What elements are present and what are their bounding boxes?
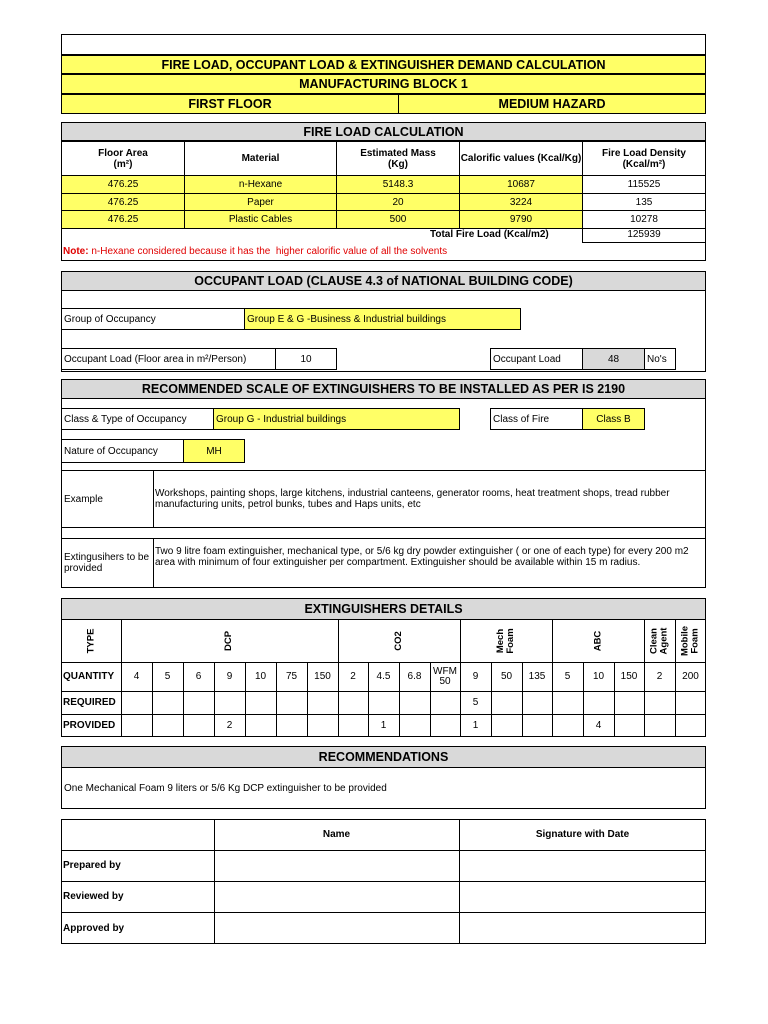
occupant-load-factor-label: Occupant Load (Floor area in m²/Person) [61, 348, 276, 370]
row3-mass: 500 [336, 210, 460, 229]
col-floor-area [61, 141, 185, 176]
total-label: Total Fire Load (Kcal/m2) [430, 229, 549, 240]
ext-provided-label: PROVIDED [63, 720, 116, 731]
row3-density: 10278 [582, 210, 706, 229]
ext-provided-cell: 1 [380, 719, 387, 731]
col-density [582, 141, 706, 176]
nature-value: MH [183, 439, 245, 463]
scale-title: RECOMMENDED SCALE OF EXTINGUISHERS TO BE INSTALLED AS PER IS 2190 [61, 379, 706, 399]
example-text: Workshops, painting shops, large kitchens, industrial canteens, generator rooms, heat treatment shops, tread rubber manufacturing units, petrol bunks, tubes and Haps units, etc [153, 470, 706, 528]
ext-quantity-cell: 4.5 [376, 670, 391, 682]
fire-class-label: Class of Fire [490, 408, 583, 430]
ext-required-cell [245, 691, 276, 714]
ext-provided-cell [644, 714, 675, 737]
ext-quantity-cell: 5 [164, 670, 171, 682]
ext-required-cell [583, 691, 614, 714]
ext-group-co2-label: CO2 [392, 631, 404, 651]
ext-quantity-cell: 150 [314, 670, 331, 682]
ext-required-cell [121, 691, 152, 714]
ext-required-cell [491, 691, 522, 714]
occupant-load-label: Occupant Load [490, 348, 583, 370]
ext-provided-cell: 4 [595, 719, 602, 731]
row2-mass: 20 [336, 193, 460, 211]
occupant-load-unit: No's [644, 348, 676, 370]
row1-calorific: 10687 [459, 175, 583, 194]
ext-quantity-cell: 135 [528, 670, 546, 682]
recommendations-title: RECOMMENDATIONS [61, 746, 706, 768]
row1-density: 115525 [582, 175, 706, 194]
signoff-reviewed-by: Reviewed by [63, 891, 124, 902]
ext-provided-cell [552, 714, 583, 737]
ext-required-cell [399, 691, 430, 714]
extinguishers-provided-label: Extingusihers to be provided [61, 538, 154, 588]
note-text: n-Hexane considered because it has the higher calorific value of all the solvents [88, 246, 448, 257]
row2-area: 476.25 [61, 193, 185, 211]
ext-quantity-cell: 2 [656, 670, 663, 682]
ext-group-clean-agent-label: Clean Agent [648, 627, 670, 655]
ext-provided-cell: 1 [472, 719, 479, 731]
ext-provided-cell [152, 714, 183, 737]
ext-quantity-cell: 9 [472, 670, 479, 682]
ext-provided-cell [522, 714, 552, 737]
fire-load-title: FIRE LOAD CALCULATION [61, 122, 706, 141]
ext-required-cell [214, 691, 245, 714]
occupant-load-value: 48 [582, 348, 645, 370]
group-of-occupancy-label: Group of Occupancy [61, 308, 245, 330]
nature-label: Nature of Occupancy [61, 439, 184, 463]
ext-quantity-cell: WFM 50 [433, 665, 457, 687]
ext-provided-cell [399, 714, 430, 737]
row2-density: 135 [582, 193, 706, 211]
ext-quantity-cell: 50 [500, 670, 513, 682]
row2-material: Paper [184, 193, 337, 211]
ext-provided-cell [614, 714, 644, 737]
ext-group-mobile-foam [675, 620, 706, 662]
row1-material: n-Hexane [184, 175, 337, 194]
col-density-line1: Fire Load Density [602, 147, 686, 159]
ext-required-label: REQUIRED [63, 697, 116, 708]
ext-type-label: TYPE [85, 628, 96, 654]
row2-calorific: 3224 [459, 193, 583, 211]
row1-mass: 5148.3 [336, 175, 460, 194]
recommendations-text: One Mechanical Foam 9 liters or 5/6 Kg DCP extinguisher to be provided [61, 767, 706, 809]
col-calorific: Calorific values (Kcal/Kg) [459, 141, 583, 176]
col-mass-line1: Estimated Mass [360, 147, 436, 159]
ext-group-mech-foam-label: Mech Foam [495, 628, 516, 654]
ext-group-mobile-foam-label: Mobile Foam [679, 625, 701, 657]
row3-calorific: 9790 [459, 210, 583, 229]
ext-quantity-cell: 6.8 [407, 670, 422, 682]
group-of-occupancy-value: Group E & G -Business & Industrial buildings [244, 308, 521, 330]
extinguishers-provided-text: Two 9 litre foam extinguisher, mechanical type, or 5/6 kg dry powder extinguisher ( or one of each type) for every 200 m2 area with minimum of four extinguisher per compartment. Extinguisher should be available within 15 m radius. [153, 538, 706, 588]
ext-quantity-cell: 6 [195, 670, 202, 682]
example-label: Example [61, 470, 154, 528]
ext-required-cell [522, 691, 552, 714]
floor-label: FIRST FLOOR [61, 94, 399, 114]
ext-provided-cell [430, 714, 460, 737]
col-density-line2: (Kcal/m²) [622, 158, 666, 170]
col-floor-area-line2: (m²) [113, 158, 133, 170]
ext-required-cell [675, 691, 706, 714]
ext-required-cell [368, 691, 399, 714]
occupant-title: OCCUPANT LOAD (CLAUSE 4.3 of NATIONAL BUILDING CODE) [61, 271, 706, 291]
ext-quantity-cell: 10 [254, 670, 267, 682]
col-mass-line2: (Kg) [388, 158, 408, 170]
header-top-blank [61, 34, 706, 55]
ext-provided-cell [245, 714, 276, 737]
ext-required-cell [183, 691, 214, 714]
page-title: FIRE LOAD, OCCUPANT LOAD & EXTINGUISHER DEMAND CALCULATION [61, 55, 706, 74]
signoff-approved-by: Approved by [63, 922, 125, 934]
note-label: Note: [63, 246, 89, 257]
total-value: 125939 [627, 229, 661, 240]
row3-material: Plastic Cables [184, 210, 337, 229]
ext-group-abc-label: ABC [592, 630, 603, 652]
ext-quantity-cell: 75 [285, 670, 298, 682]
ext-details-title: EXTINGUISHERS DETAILS [61, 598, 706, 620]
ext-provided-cell [183, 714, 214, 737]
col-floor-area-line1: Floor Area [98, 147, 148, 159]
ext-group-dcp-label: DCP [223, 630, 235, 652]
ext-provided-cell [338, 714, 368, 737]
class-type-value: Group G - Industrial buildings [213, 408, 460, 430]
signoff-signature-header: Signature with Date [535, 829, 630, 840]
ext-quantity-cell: 5 [564, 670, 571, 682]
ext-required-cell [614, 691, 644, 714]
signoff-name-header: Name [322, 829, 351, 840]
ext-required-cell [276, 691, 307, 714]
ext-quantity-cell: 10 [592, 670, 605, 682]
ext-required-cell [644, 691, 675, 714]
note [63, 246, 703, 257]
ext-required-cell: 5 [472, 696, 479, 708]
col-material: Material [184, 141, 337, 176]
row1-area: 476.25 [61, 175, 185, 194]
block-title: MANUFACTURING BLOCK 1 [61, 74, 706, 94]
class-type-label: Class & Type of Occupancy [61, 408, 214, 430]
ext-provided-cell: 2 [226, 719, 233, 731]
ext-provided-cell [491, 714, 522, 737]
ext-provided-cell [121, 714, 152, 737]
ext-required-cell [338, 691, 368, 714]
ext-required-cell [152, 691, 183, 714]
ext-provided-cell [307, 714, 338, 737]
ext-quantity-label: QUANTITY [63, 671, 115, 682]
ext-group-mech-foam [460, 620, 552, 662]
ext-provided-cell [276, 714, 307, 737]
ext-group-abc [552, 620, 644, 662]
ext-group-co2 [338, 620, 460, 662]
ext-quantity-cell: 200 [682, 670, 699, 682]
signoff-prepared-by: Prepared by [63, 860, 121, 871]
ext-quantity-cell: 4 [133, 670, 140, 682]
ext-group-clean-agent [644, 620, 675, 662]
ext-required-cell [430, 691, 460, 714]
ext-required-cell [552, 691, 583, 714]
ext-type-header [61, 620, 121, 662]
ext-group-dcp [121, 620, 338, 662]
ext-quantity-cell: 2 [350, 670, 356, 682]
ext-provided-cell [675, 714, 706, 737]
row3-area: 476.25 [61, 210, 185, 229]
ext-quantity-cell: 150 [620, 670, 638, 682]
occupant-load-factor-value: 10 [275, 348, 337, 370]
ext-required-cell [307, 691, 338, 714]
col-mass [336, 141, 460, 176]
fire-class-value: Class B [582, 408, 645, 430]
ext-quantity-cell: 9 [226, 670, 233, 682]
hazard-label: MEDIUM HAZARD [398, 94, 706, 114]
